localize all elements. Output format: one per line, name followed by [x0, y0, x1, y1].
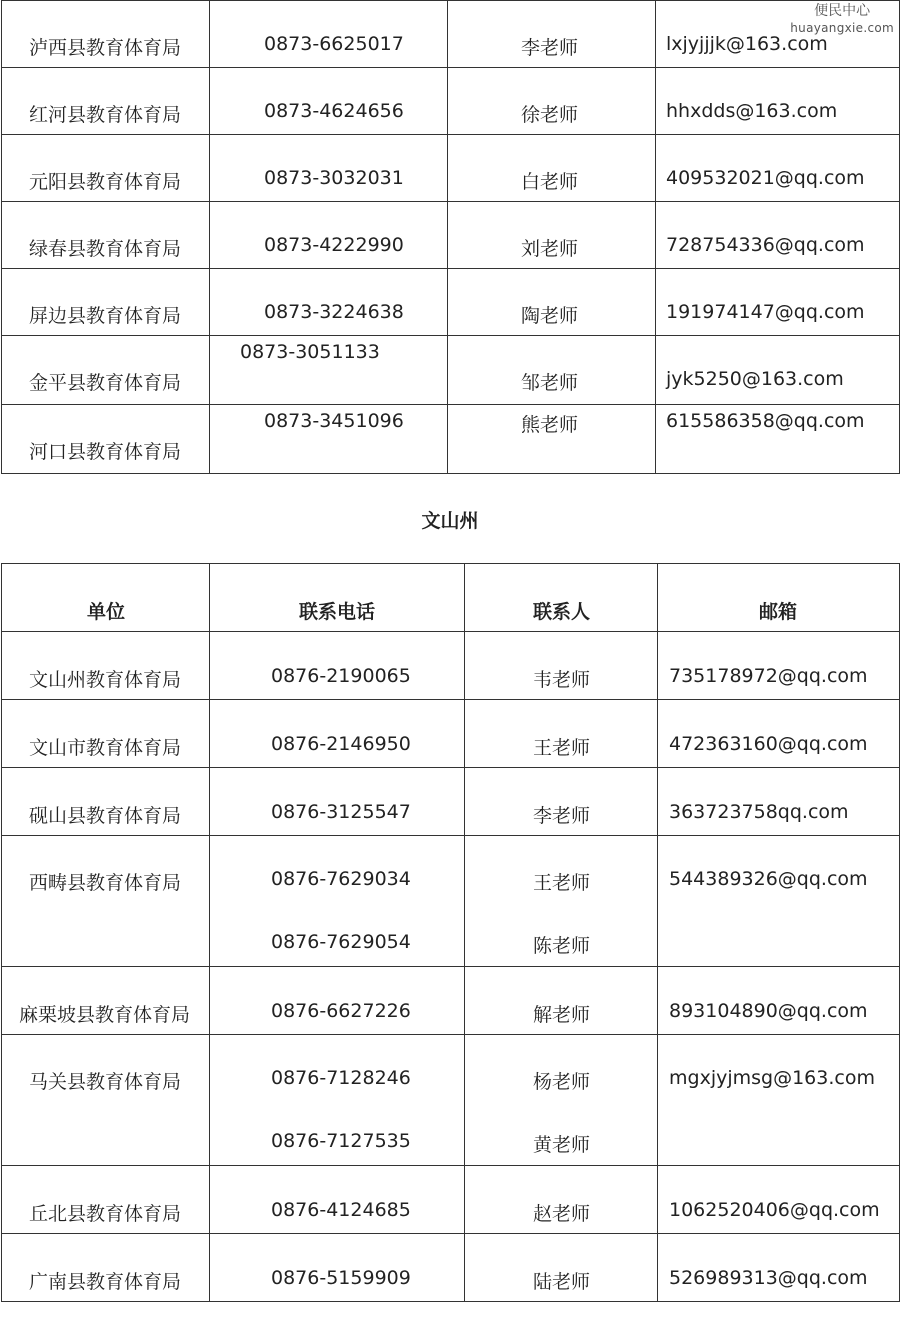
table-row [2, 336, 900, 405]
email-cell [656, 68, 900, 135]
unit-name: 河口县教育体育局 [29, 441, 182, 463]
contact-cell [448, 269, 656, 336]
table-row [2, 269, 900, 336]
table-row [2, 68, 900, 135]
unit-cell [2, 836, 210, 967]
contact-person: 解老师 [533, 1004, 591, 1026]
email-address: 526989313@qq.com [669, 1267, 868, 1289]
contact-cell [465, 700, 658, 768]
email-address: 615586358@qq.com [666, 410, 865, 432]
unit-name: 元阳县教育体育局 [29, 171, 182, 193]
email-cell [656, 269, 900, 336]
email-address: hhxdds@163.com [666, 100, 838, 122]
contact-person: 韦老师 [533, 669, 591, 691]
unit-cell [2, 1166, 210, 1234]
email-address: 363723758qq.com [669, 801, 849, 823]
contact-person: 黄老师 [533, 1134, 591, 1156]
table-row [2, 1035, 900, 1166]
phone-number: 0876-3125547 [271, 801, 411, 823]
contact-cell [448, 202, 656, 269]
table-header-row [2, 564, 900, 632]
unit-name: 砚山县教育体育局 [29, 805, 182, 827]
contact-person: 熊老师 [521, 414, 579, 436]
contact-person: 陆老师 [533, 1271, 591, 1293]
phone-cell [210, 1166, 465, 1234]
unit-name: 金平县教育体育局 [29, 372, 182, 394]
phone-number: 0873-3051133 [240, 341, 380, 363]
email-cell [658, 967, 900, 1035]
phone-number: 0873-4222990 [264, 234, 404, 256]
unit-cell [2, 202, 210, 269]
unit-cell [2, 967, 210, 1035]
header-unit [2, 564, 210, 632]
header-contact [465, 564, 658, 632]
phone-cell [210, 405, 448, 474]
phone-cell [210, 202, 448, 269]
email-address: jyk5250@163.com [666, 368, 844, 390]
header-email-label: 邮箱 [759, 601, 798, 623]
unit-name: 文山州教育体育局 [29, 669, 182, 691]
table-row [2, 1, 900, 68]
table-row [2, 700, 900, 768]
phone-cell [210, 768, 465, 836]
contact-cell [465, 1035, 658, 1166]
phone-number: 0876-7128246 [271, 1067, 411, 1089]
table-row [2, 202, 900, 269]
phone-number: 0873-3224638 [264, 301, 404, 323]
unit-name: 文山市教育体育局 [29, 737, 182, 759]
phone-number: 0876-4124685 [271, 1199, 411, 1221]
contact-cell [465, 836, 658, 967]
contact-person: 王老师 [533, 737, 591, 759]
contact-cell [448, 135, 656, 202]
phone-number: 0876-7629034 [271, 868, 411, 890]
unit-name: 绿春县教育体育局 [29, 238, 182, 260]
contact-person: 王老师 [533, 872, 591, 894]
email-cell [656, 135, 900, 202]
email-cell [658, 700, 900, 768]
unit-cell [2, 768, 210, 836]
unit-cell [2, 336, 210, 405]
email-address: 735178972@qq.com [669, 665, 868, 687]
phone-cell [210, 135, 448, 202]
unit-cell [2, 632, 210, 700]
phone-cell [210, 1234, 465, 1302]
phone-cell [210, 967, 465, 1035]
contact-person: 李老师 [521, 37, 579, 59]
email-cell [658, 632, 900, 700]
phone-number: 0876-2190065 [271, 665, 411, 687]
watermark-line1: 便民中心 [814, 3, 871, 19]
email-cell [658, 1035, 900, 1166]
table-row [2, 405, 900, 474]
email-address: 893104890@qq.com [669, 1000, 868, 1022]
unit-name: 麻栗坡县教育体育局 [19, 1004, 191, 1026]
email-address: 544389326@qq.com [669, 868, 868, 890]
phone-cell [210, 68, 448, 135]
contact-person: 徐老师 [521, 104, 579, 126]
phone-number: 0876-2146950 [271, 733, 411, 755]
phone-number: 0876-7629054 [271, 931, 411, 953]
header-phone [210, 564, 465, 632]
table-row [2, 135, 900, 202]
email-address: 472363160@qq.com [669, 733, 868, 755]
contact-person: 白老师 [521, 171, 579, 193]
email-cell [656, 405, 900, 474]
contact-table-continued [1, 0, 900, 474]
phone-number: 0873-3032031 [264, 167, 404, 189]
contact-person: 刘老师 [521, 238, 579, 260]
phone-number: 0873-3451096 [264, 410, 404, 432]
email-cell [658, 836, 900, 967]
unit-cell [2, 68, 210, 135]
contact-cell [448, 405, 656, 474]
contact-cell [448, 1, 656, 68]
phone-number: 0876-5159909 [271, 1267, 411, 1289]
contact-person: 赵老师 [533, 1203, 591, 1225]
contact-cell [465, 1234, 658, 1302]
email-cell [656, 202, 900, 269]
phone-cell [210, 336, 448, 405]
header-phone-label: 联系电话 [299, 601, 376, 623]
email-cell [656, 1, 900, 68]
email-address: 191974147@qq.com [666, 301, 865, 323]
phone-cell [210, 1035, 465, 1166]
phone-number: 0876-7127535 [271, 1130, 411, 1152]
table-row [2, 768, 900, 836]
phone-cell [210, 269, 448, 336]
email-cell [658, 1166, 900, 1234]
unit-cell [2, 700, 210, 768]
phone-number: 0873-4624656 [264, 100, 404, 122]
unit-name: 西畴县教育体育局 [29, 872, 182, 894]
contact-cell [465, 768, 658, 836]
email-address: 409532021@qq.com [666, 167, 865, 189]
table-row [2, 1166, 900, 1234]
email-address: 728754336@qq.com [666, 234, 865, 256]
watermark-line2: huayangxie.com [790, 21, 894, 35]
contact-cell [465, 1166, 658, 1234]
unit-cell [2, 135, 210, 202]
phone-cell [210, 1, 448, 68]
unit-name: 马关县教育体育局 [29, 1071, 182, 1093]
contact-table-wenshan [1, 563, 900, 1302]
phone-cell [210, 700, 465, 768]
contact-cell [465, 632, 658, 700]
contact-person: 杨老师 [533, 1071, 591, 1093]
contact-person: 李老师 [533, 805, 591, 827]
unit-cell [2, 269, 210, 336]
contact-cell [448, 68, 656, 135]
unit-cell [2, 1, 210, 68]
email-cell [658, 768, 900, 836]
contact-person: 邹老师 [521, 372, 579, 394]
header-unit-label: 单位 [87, 601, 126, 623]
phone-number: 0876-6627226 [271, 1000, 411, 1022]
email-address: lxjyjjjk@163.com [666, 33, 828, 55]
unit-name: 红河县教育体育局 [29, 104, 182, 126]
unit-cell [2, 1234, 210, 1302]
contact-person: 陶老师 [521, 305, 579, 327]
table-row [2, 836, 900, 967]
unit-cell [2, 1035, 210, 1166]
email-address: mgxjyjmsg@163.com [669, 1067, 875, 1089]
header-email [658, 564, 900, 632]
table-row [2, 967, 900, 1035]
contact-cell [448, 336, 656, 405]
unit-name: 屏边县教育体育局 [29, 305, 182, 327]
email-address: 1062520406@qq.com [669, 1199, 880, 1221]
header-contact-label: 联系人 [533, 601, 591, 623]
unit-cell [2, 405, 210, 474]
table-row [2, 632, 900, 700]
contact-cell [465, 967, 658, 1035]
section-title: 文山州 [421, 510, 479, 532]
email-cell [658, 1234, 900, 1302]
phone-number: 0873-6625017 [264, 33, 404, 55]
unit-name: 丘北县教育体育局 [29, 1203, 182, 1225]
table-row [2, 1234, 900, 1302]
unit-name: 广南县教育体育局 [29, 1271, 182, 1293]
email-cell [656, 336, 900, 405]
phone-cell [210, 632, 465, 700]
contact-person: 陈老师 [533, 935, 591, 957]
unit-name: 泸西县教育体育局 [29, 37, 182, 59]
phone-cell [210, 836, 465, 967]
